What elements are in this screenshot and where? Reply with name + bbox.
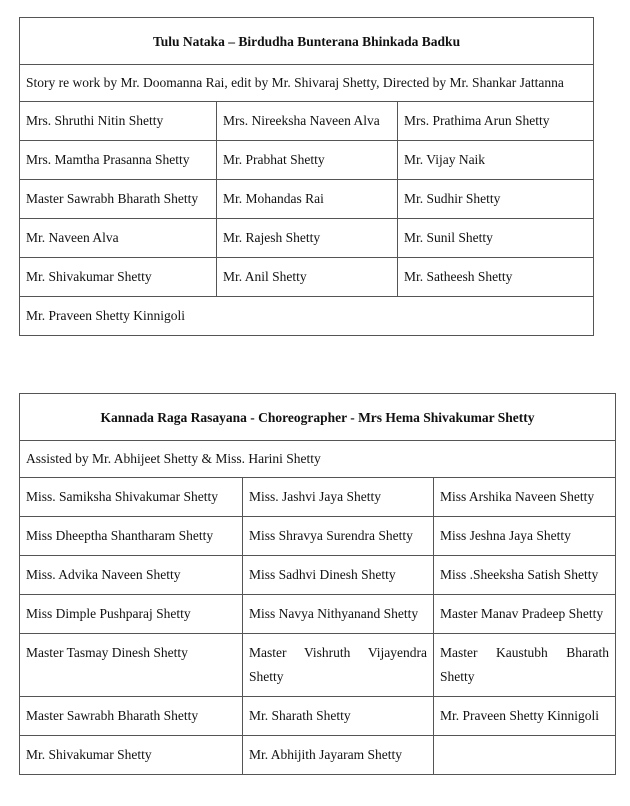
cast-name-cell: Master Sawrabh Bharath Shetty (20, 697, 243, 736)
table-body (20, 394, 616, 775)
cast-name-cell: Mr. Vijay Naik (398, 141, 594, 180)
cast-name-cell: Miss Dimple Pushparaj Shetty (20, 595, 243, 634)
table-row (20, 102, 594, 141)
cast-name-cell: Mr. Sharath Shetty (243, 697, 434, 736)
cast-name-cell: Master Manav Pradeep Shetty (434, 595, 616, 634)
table-row (20, 478, 616, 517)
cast-name-cell: Mr. Sudhir Shetty (398, 180, 594, 219)
cast-name-cell: Miss .Sheeksha Satish Shetty (434, 556, 616, 595)
cast-name-cell: Mr. Anil Shetty (217, 258, 398, 297)
table-row (20, 141, 594, 180)
table-row (20, 595, 616, 634)
table-row (20, 634, 616, 697)
title-row (20, 394, 616, 441)
cast-name-cell: Miss. Advika Naveen Shetty (20, 556, 243, 595)
cast-name-cell: Mrs. Nireeksha Naveen Alva (217, 102, 398, 141)
section-title: Kannada Raga Rasayana - Choreographer - Mrs Hema Shivakumar Shetty (20, 394, 616, 441)
cast-name-cell: Mrs. Prathima Arun Shetty (398, 102, 594, 141)
table-row (20, 180, 594, 219)
cast-name-cell: Mr. Satheesh Shetty (398, 258, 594, 297)
description-row (20, 65, 594, 102)
cast-name-cell: Mr. Naveen Alva (20, 219, 217, 258)
section-description: Story re work by Mr. Doomanna Rai, edit by Mr. Shivaraj Shetty, Directed by Mr. Shankar Jattanna (20, 65, 594, 102)
table-row (20, 258, 594, 297)
cast-table-tulu-nataka (19, 17, 594, 336)
cast-name-cell: Mr. Shivakumar Shetty (20, 258, 217, 297)
cast-name-cell: Mr. Mohandas Rai (217, 180, 398, 219)
cast-name-cell: Mr. Rajesh Shetty (217, 219, 398, 258)
cast-name-cell: Miss Jeshna Jaya Shetty (434, 517, 616, 556)
cast-name-cell: Mr. Praveen Shetty Kinnigoli (20, 297, 594, 336)
cast-name-cell: Master Sawrabh Bharath Shetty (20, 180, 217, 219)
table-row (20, 697, 616, 736)
cast-name-cell: Mrs. Mamtha Prasanna Shetty (20, 141, 217, 180)
section-description: Assisted by Mr. Abhijeet Shetty & Miss. Harini Shetty (20, 441, 616, 478)
cast-name-cell: Miss Arshika Naveen Shetty (434, 478, 616, 517)
cast-name-cell: Mr. Shivakumar Shetty (20, 736, 243, 775)
cast-name-cell: Miss Sadhvi Dinesh Shetty (243, 556, 434, 595)
table-row (20, 219, 594, 258)
table-body (20, 18, 594, 336)
table-row (20, 556, 616, 595)
cast-name-cell: Mr. Abhijith Jayaram Shetty (243, 736, 434, 775)
cast-table-kannada-raga-rasayana (19, 393, 616, 775)
cast-name-cell: Miss. Jashvi Jaya Shetty (243, 478, 434, 517)
cast-name-cell: Mr. Praveen Shetty Kinnigoli (434, 697, 616, 736)
cast-name-cell: Mr. Sunil Shetty (398, 219, 594, 258)
cast-name-cell: Mr. Prabhat Shetty (217, 141, 398, 180)
cast-name-cell: Miss. Samiksha Shivakumar Shetty (20, 478, 243, 517)
empty-cell (434, 736, 616, 775)
cast-name-cell: Mrs. Shruthi Nitin Shetty (20, 102, 217, 141)
section-title: Tulu Nataka – Birdudha Bunterana Bhinkada Badku (20, 18, 594, 65)
description-row (20, 441, 616, 478)
cast-name-cell: Miss Navya Nithyanand Shetty (243, 595, 434, 634)
cast-name-cell: Master Vishruth Vijayendra Shetty (243, 634, 434, 697)
title-row (20, 18, 594, 65)
table-row (20, 736, 616, 775)
cast-name-cell: Miss Dheeptha Shantharam Shetty (20, 517, 243, 556)
table-row (20, 517, 616, 556)
cast-name-cell: Master Kaustubh Bharath Shetty (434, 634, 616, 697)
table-row (20, 297, 594, 336)
cast-name-cell: Miss Shravya Surendra Shetty (243, 517, 434, 556)
cast-name-cell: Master Tasmay Dinesh Shetty (20, 634, 243, 697)
